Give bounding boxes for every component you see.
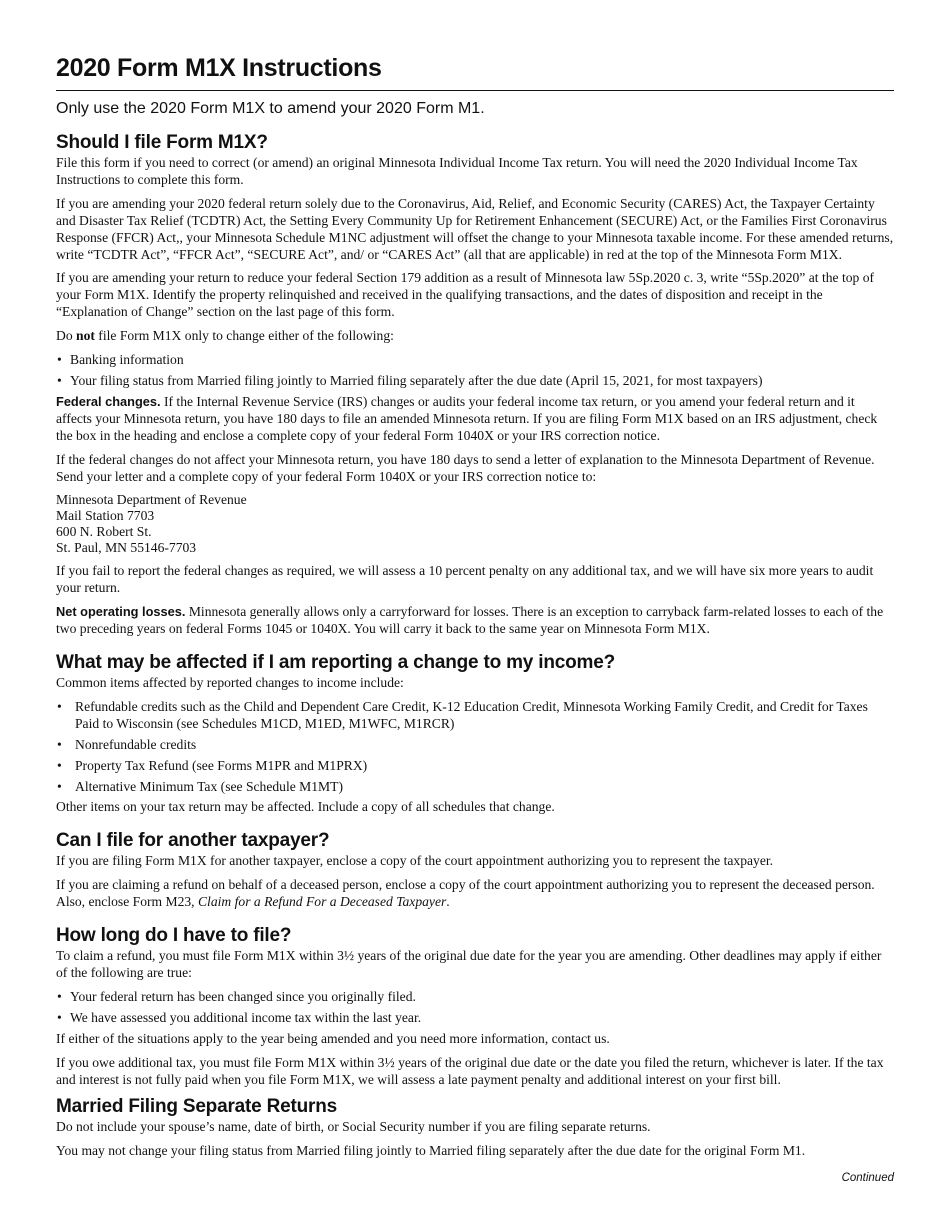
section-what-may-be-affected [56, 651, 894, 816]
text-run: Do [56, 328, 77, 344]
paragraph [56, 877, 894, 911]
paragraph: Other items on your tax return may be affected. Include a copy of all schedules that change. [56, 799, 555, 815]
address-line: Minnesota Department of Revenue [56, 492, 247, 508]
document-page [56, 52, 894, 1167]
page-title: 2020 Form M1X Instructions [56, 54, 382, 82]
bullet-list [56, 989, 894, 1027]
list-item: • Alternative Minimum Tax (see Schedule M1MT) [56, 779, 894, 796]
section-heading: Can I file for another taxpayer? [56, 830, 330, 852]
list-item: • Your federal return has been changed since you originally filed. [56, 989, 894, 1006]
italic-text: Claim for a Refund For a Deceased Taxpayer [197, 894, 447, 910]
paragraph: If the federal changes do not affect your Minnesota return, you have 180 days to send a letter of explanation to the Minnesota Department of Revenue. Send your letter and a complete copy of your federal Form 1040X or your IRS correction notice to: [56, 451, 875, 484]
list-item: • Nonrefundable credits [56, 737, 894, 754]
section-heading: What may be affected if I am reporting a change to my income? [56, 652, 615, 674]
section-heading: Should I file Form M1X? [56, 132, 268, 153]
address-line: Mail Station 7703 [56, 508, 155, 524]
paragraph: If you are amending your return to reduce your federal Section 179 addition as a result of Minnesota law 5Sp.2020 c. 3, write “5Sp.2020” at the top of your Form M1X. Identify the property relinquished and received in the qualifying transactions, and the dates of disposition and receipt in the “Explanation of Change” section on the last page of this form. [56, 270, 875, 320]
list-item: • We have assessed you additional income tax within the last year. [56, 1010, 894, 1027]
paragraph: If you fail to report the federal changes as required, we will assess a 10 percent penalty on any additional tax, and we will have six more years to audit your return. [56, 563, 874, 596]
title-rule [56, 90, 894, 91]
section-heading: Married Filing Separate Returns [56, 1096, 337, 1118]
paragraph [56, 604, 894, 638]
text-run: If the Internal Revenue Service (IRS) changes or audits your federal income tax return, or you amend your federal return and it affects your Minnesota return, you have 180 days to file an amended Minnesota return. If you are filing Form M1X based on an IRS adjustment, check the box in the heading and enclose a complete copy of your federal Form 1040X or your IRS correction notice. [56, 393, 878, 443]
address-line: 600 N. Robert St. [56, 524, 152, 540]
paragraph [56, 394, 894, 445]
paragraph [56, 328, 894, 345]
bold-text: not [76, 328, 95, 344]
text-run: . [446, 894, 450, 910]
paragraph: If either of the situations apply to the year being amended and you need more information, contact us. [56, 1030, 610, 1046]
mailing-address [56, 492, 894, 556]
paragraph: File this form if you need to correct (or amend) an original Minnesota Individual Income Tax return. You will need the 2020 Individual Income Tax Instructions to complete this form. [56, 155, 858, 187]
text-run: Minnesota generally allows only a carryforward for losses. There is an exception to carryback farm-related losses to each of the two preceding years on federal Forms 1045 or 1040X. You will carry it back to the same year on Minnesota Form M1X. [56, 604, 884, 637]
section-married-filing-separate [56, 1095, 894, 1160]
paragraph: If you are amending your 2020 federal return solely due to the Coronavirus, Aid, Relief, and Economic Security (CARES) Act, the Taxpayer Certainty and Disaster Tax Relief (TCDTR) Act, the Setting Every Community Up for Retirement Enhancement (SECURE) Act, or the Families First Coronavirus Response (FFCR) Act,, your Minnesota Schedule M1NC adjustment will offset the change to your Minnesota taxable income. For these amended returns, write “TCDTR Act”, “FFCR Act”, “SECURE Act”, and/ or “CARES Act” (all that are applicable) in red at the top of the Minnesota Form M1X. [56, 195, 894, 262]
paragraph: You may not change your filing status from Married filing jointly to Married filing separately after the due date for the original Form M1. [56, 1143, 806, 1159]
section-heading: How long do I have to file? [56, 925, 292, 947]
paragraph: If you owe additional tax, you must file Form M1X within 3½ years of the original due date or the date you filed the return, whichever is later. If the tax and interest is not fully paid when you file Form M1X, we will assess a late payment penalty and additional interest on your first bill. [56, 1054, 884, 1087]
page-subtitle: Only use the 2020 Form M1X to amend your 2020 Form M1. [56, 100, 485, 117]
list-item: • Property Tax Refund (see Forms M1PR and M1PRX) [56, 758, 894, 775]
list-item: • Your filing status from Married filing jointly to Married filing separately after the due date (April 15, 2021, for most taxpayers) [56, 373, 894, 390]
text-run: If you are claiming a refund on behalf of a deceased person, enclose a copy of the court appointment authorizing you to represent the deceased person. Also, enclose Form M23, [56, 877, 875, 910]
paragraph: Common items affected by reported changes to income include: [56, 675, 404, 691]
text-run: file Form M1X only to change either of the following: [94, 328, 394, 344]
section-how-long [56, 924, 894, 1088]
section-should-i-file [56, 131, 894, 638]
bullet-list [56, 352, 894, 390]
list-item: • Banking information [56, 352, 894, 369]
paragraph: If you are filing Form M1X for another taxpayer, enclose a copy of the court appointment authorizing you to represent the taxpayer. [56, 853, 774, 869]
address-line: St. Paul, MN 55146-7703 [56, 540, 197, 556]
bullet-list [56, 699, 894, 796]
run-in-label: Net operating losses. [56, 604, 186, 620]
list-item: • Refundable credits such as the Child and Dependent Care Credit, K-12 Education Credit, Minnesota Working Family Credit, and Credit for Taxes Paid to Wisconsin (see Schedules M1CD, M1ED, M1WFC, M1RCR) [56, 699, 894, 733]
paragraph: To claim a refund, you must file Form M1X within 3½ years of the original due date for the year you are amending. Other deadlines may apply if either of the following are true: [56, 948, 882, 980]
paragraph: Do not include your spouse’s name, date of birth, or Social Security number if you are filing separate returns. [56, 1119, 651, 1135]
section-another-taxpayer [56, 829, 894, 911]
continued-note: Continued [841, 1172, 894, 1184]
run-in-label: Federal changes. [56, 393, 161, 409]
